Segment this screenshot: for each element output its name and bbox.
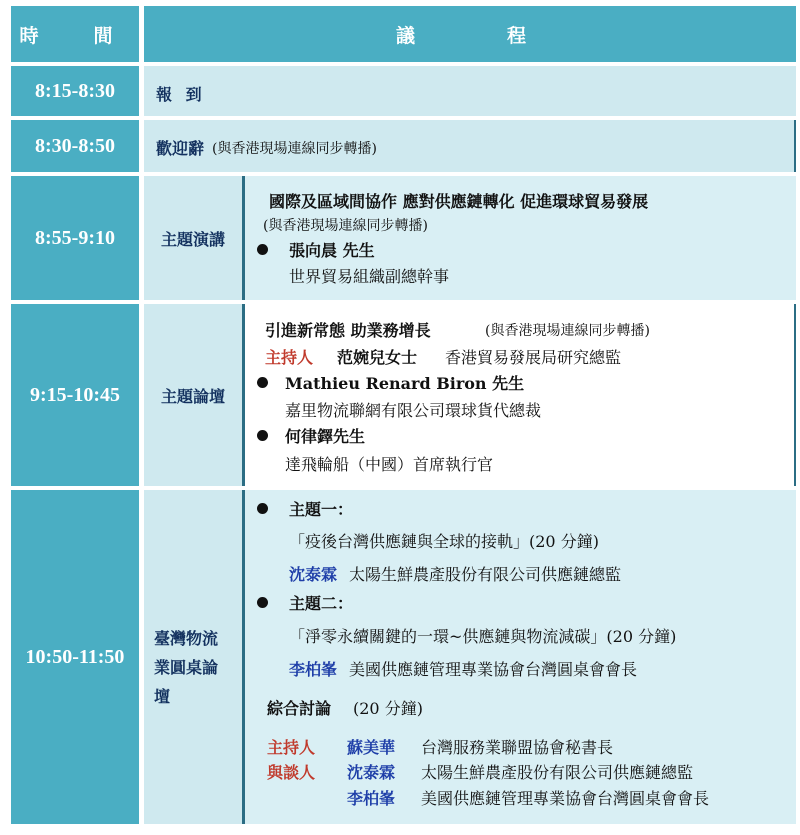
topic-line: 壇	[154, 687, 171, 706]
speaker-role: 嘉里物流聯網有限公司環球貨代總裁	[285, 401, 542, 420]
agenda-cell-4	[245, 304, 796, 486]
theme2-speaker: 李柏峯	[289, 660, 338, 679]
time-cell-2	[11, 120, 139, 172]
broadcast-note: (與香港現場連線同步轉播)	[485, 323, 650, 339]
discussion-label: 綜合討論	[267, 699, 332, 718]
theme2-title: 「淨零永續關鍵的一環~供應鏈與物流減碳」(20 分鐘)	[289, 627, 677, 646]
bullet-icon	[257, 503, 268, 514]
registration-text: 報 到	[156, 85, 206, 104]
bullet-icon	[257, 377, 268, 388]
time-cell-5	[11, 490, 139, 824]
speaker-role: 達飛輪船（中國）首席執行官	[285, 455, 494, 474]
topic-cell-5	[144, 490, 242, 824]
header-agenda-cell	[144, 6, 796, 62]
topic-cell-4	[144, 304, 242, 486]
agenda-cell-1	[144, 66, 796, 116]
theme2-label: 主題二：	[289, 594, 354, 613]
discussion-note: (20 分鐘)	[353, 699, 423, 718]
host-role: 香港貿易發展局研究總監	[445, 348, 622, 367]
speaker-role: 世界貿易組織副總幹事	[289, 267, 450, 286]
host-role: 台灣服務業聯盟協會秘書長	[421, 738, 614, 757]
panelist-role: 美國供應鏈管理專業協會台灣圓桌會會長	[421, 789, 710, 808]
theme1-role: 太陽生鮮農產股份有限公司供應鏈總監	[349, 565, 622, 584]
time-label: 8:30-8:50	[35, 134, 115, 157]
time-cell-1	[11, 66, 139, 116]
panelist-name: 李柏峯	[347, 789, 396, 808]
welcome-title: 歡迎辭	[156, 139, 205, 158]
panelist-role: 太陽生鮮農產股份有限公司供應鏈總監	[421, 763, 694, 782]
panelist-name: 沈泰霖	[347, 763, 396, 782]
theme2-role: 美國供應鏈管理專業協會台灣圓桌會會長	[349, 660, 638, 679]
topic-line: 臺灣物流	[154, 629, 219, 648]
keynote-title: 國際及區域間協作 應對供應鏈轉化 促進環球貿易發展	[269, 192, 649, 211]
host-label: 主持人	[267, 738, 316, 757]
agenda-cell-5	[245, 490, 796, 824]
topic-cell-3	[144, 176, 242, 300]
forum-title: 引進新常態 助業務增長	[265, 321, 431, 340]
topic-label	[154, 624, 218, 711]
agenda-cell-3	[245, 176, 796, 300]
header-time: 時 間	[19, 24, 131, 47]
time-label: 8:15-8:30	[35, 79, 115, 102]
bullet-icon	[257, 244, 268, 255]
speaker-name: 何律鐸先生	[285, 427, 366, 446]
topic-label: 主題論壇	[160, 386, 225, 406]
time-label: 9:15-10:45	[30, 383, 120, 406]
time-cell-3	[11, 176, 139, 300]
time-label: 10:50-11:50	[25, 645, 125, 668]
host-name: 蘇美華	[347, 738, 396, 757]
time-label: 8:55-9:10	[35, 226, 115, 249]
header-agenda: 議 程	[395, 24, 544, 47]
broadcast-note: (與香港現場連線同步轉播)	[263, 218, 428, 234]
bullet-icon	[257, 430, 268, 441]
header-time-cell	[11, 6, 139, 62]
host-name: 范婉兒女士	[337, 348, 418, 367]
theme1-label: 主題一：	[289, 500, 354, 519]
broadcast-note: (與香港現場連線同步轉播)	[212, 141, 377, 157]
topic-line: 業圓桌論	[154, 658, 219, 677]
theme1-speaker: 沈泰霖	[289, 565, 338, 584]
topic-label: 主題演講	[160, 229, 225, 249]
host-label: 主持人	[265, 348, 314, 367]
theme1-title: 「疫後台灣供應鏈與全球的接軌」(20 分鐘)	[289, 532, 599, 551]
panel-label: 與談人	[267, 763, 316, 782]
time-cell-4	[11, 304, 139, 486]
bullet-icon	[257, 597, 268, 608]
agenda-cell-2	[144, 120, 796, 172]
speaker-name: Mathieu Renard Biron 先生	[285, 374, 525, 393]
speaker-name: 張向晨 先生	[289, 241, 375, 260]
